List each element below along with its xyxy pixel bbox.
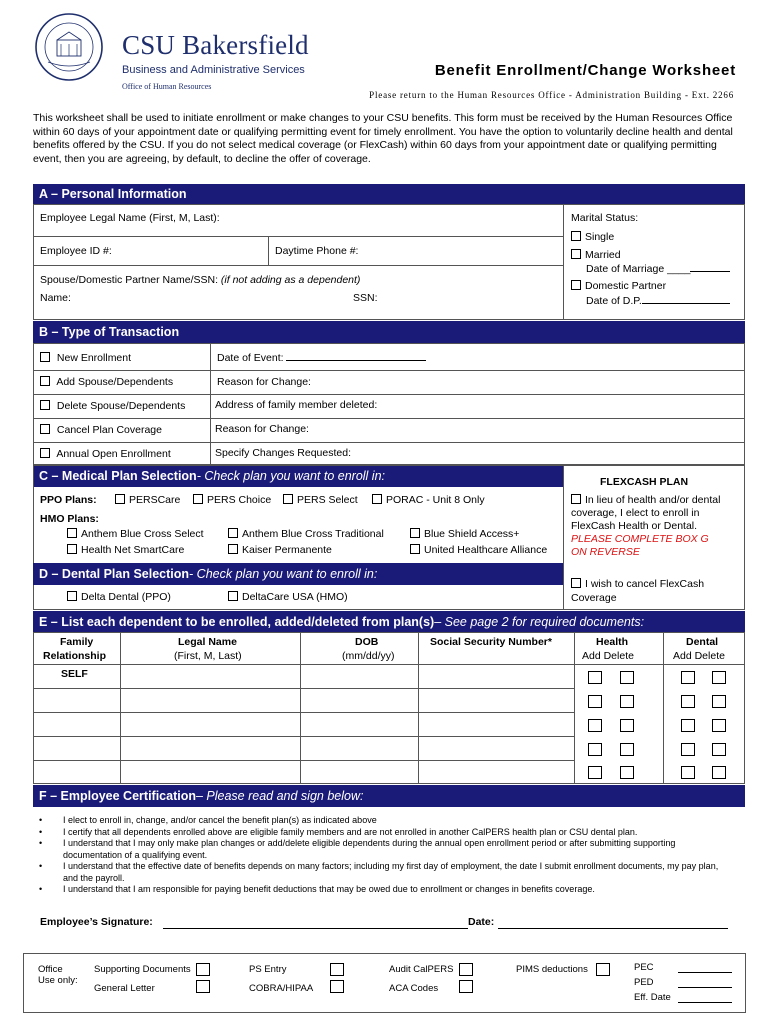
health-add-checkbox[interactable] — [588, 719, 602, 732]
cancel-coverage-option[interactable]: Cancel Plan Coverage — [40, 424, 162, 436]
dental-delta-ppo-option[interactable]: Delta Dental (PPO) — [67, 591, 171, 603]
hmo-kaiser-option[interactable]: Kaiser Permanente — [228, 544, 332, 556]
checkbox[interactable] — [40, 376, 50, 386]
col-ssn: Social Security Number* — [430, 636, 552, 648]
dental-delete-checkbox[interactable] — [712, 695, 726, 708]
university-seal-logo — [28, 12, 110, 82]
dental-delete-checkbox[interactable] — [712, 719, 726, 732]
col-legal-name: Legal Name — [178, 636, 237, 648]
col-legal-name-sub: (First, M, Last) — [174, 650, 242, 662]
hmo-blue-shield-option[interactable]: Blue Shield Access+ — [410, 528, 519, 540]
checkbox[interactable] — [67, 528, 77, 538]
flexcash-cancel-line2: Coverage — [571, 592, 617, 604]
org-name: CSU Bakersfield — [122, 30, 309, 60]
checkbox[interactable] — [115, 494, 125, 504]
office-use-label-line2: Use only: — [38, 975, 78, 986]
section-e-header: E – List each dependent to be enrolled, added/deleted from plan(s) – See page 2 for required documents: — [33, 611, 745, 632]
health-add-checkbox[interactable] — [588, 766, 602, 779]
spouse-name-field[interactable]: Name: — [40, 292, 71, 304]
org-office: Office of Human Resources — [122, 82, 212, 91]
aca-codes-checkbox[interactable] — [459, 980, 473, 993]
checkbox[interactable] — [372, 494, 382, 504]
spouse-ssn-field[interactable]: SSN: — [353, 292, 378, 304]
section-c-header: C – Medical Plan Selection - Check plan you want to enroll in: — [33, 465, 563, 487]
dental-add-checkbox[interactable] — [681, 766, 695, 779]
col-dental-add-delete: Add Delete — [673, 650, 725, 662]
hmo-united-healthcare-option[interactable]: United Healthcare Alliance — [410, 544, 547, 556]
aca-codes-label: ACA Codes — [389, 983, 439, 994]
dental-add-checkbox[interactable] — [681, 743, 695, 756]
general-letter-checkbox[interactable] — [196, 980, 210, 993]
flexcash-elect-line3: FlexCash Health or Dental. — [571, 520, 698, 532]
checkbox[interactable] — [67, 544, 77, 554]
checkbox[interactable] — [410, 528, 420, 538]
checkbox[interactable] — [228, 528, 238, 538]
checkbox[interactable] — [40, 448, 50, 458]
legal-name-field[interactable]: Employee Legal Name (First, M, Last): — [40, 212, 220, 224]
health-delete-checkbox[interactable] — [620, 695, 634, 708]
dental-delete-checkbox[interactable] — [712, 743, 726, 756]
checkbox[interactable] — [193, 494, 203, 504]
audit-calpers-label: Audit CalPERS — [389, 964, 454, 975]
flexcash-note-line2: ON REVERSE — [571, 546, 640, 558]
ppo-perscare-option[interactable]: PERSCare — [115, 494, 180, 506]
certification-list — [33, 815, 733, 896]
ps-entry-checkbox[interactable] — [330, 963, 344, 976]
col-health-add-delete: Add Delete — [582, 650, 634, 662]
dental-deltacare-option[interactable]: DeltaCare USA (HMO) — [228, 591, 348, 603]
intro-paragraph: This worksheet shall be used to initiate enrollment or make changes to your CSU benefits. This form must be received by the Human Resources Office within 60 days of your appointment date or qualifying permitting event for timely enrollment. You have the option to voluntarily decline health and dental benefits offered by the CSU. If you do not select medical coverage (or FlexCash) within 60 days from your appointment date or qualifying permitting event, then you are agreeing, by default, to decline the offer of coverage. — [33, 112, 733, 165]
dental-delete-checkbox[interactable] — [712, 766, 726, 779]
ppo-porac-option[interactable]: PORAC - Unit 8 Only — [372, 494, 485, 506]
section-f-header: F – Employee Certification – Please read and sign below: — [33, 785, 745, 807]
certification-item: • I understand that I may only make plan changes or add/delete eligible dependents during the annual open enrollment period or after submitting supporting documentation of a qualifying event. — [33, 838, 733, 861]
flexcash-elect-option[interactable]: In lieu of health and/or dental — [571, 494, 720, 506]
spouse-label: Spouse/Domestic Partner Name/SSN: (if not adding as a dependent) — [40, 274, 361, 286]
health-delete-checkbox[interactable] — [620, 766, 634, 779]
certification-item: • I understand that the effective date of benefits depends on many factors; including my first day of employment, the date I submit enrollment documents, my pay plan, and the payroll. — [33, 861, 733, 884]
checkbox[interactable] — [571, 249, 581, 259]
hmo-label: HMO Plans: — [40, 513, 99, 525]
eff-date-label: Eff. Date — [634, 992, 671, 1003]
date-of-event-field[interactable]: Date of Event: — [217, 352, 426, 364]
col-dob: DOB — [355, 636, 379, 648]
daytime-phone-field[interactable]: Daytime Phone #: — [275, 245, 359, 257]
annual-open-enrollment-option[interactable]: Annual Open Enrollment — [40, 448, 171, 460]
delete-spouse-option[interactable]: Delete Spouse/Dependents — [40, 400, 185, 412]
hmo-anthem-select-option[interactable]: Anthem Blue Cross Select — [67, 528, 204, 540]
signature-line[interactable] — [163, 928, 468, 929]
employee-id-field[interactable]: Employee ID #: — [40, 245, 112, 257]
audit-calpers-checkbox[interactable] — [459, 963, 473, 976]
specify-changes-field[interactable]: Specify Changes Requested: — [215, 447, 352, 459]
section-d-header: D – Dental Plan Selection - Check plan you want to enroll in: — [33, 563, 563, 585]
checkbox[interactable] — [228, 544, 238, 554]
document-title: Benefit Enrollment/Change Worksheet — [434, 62, 736, 79]
checkbox[interactable] — [571, 494, 581, 504]
health-add-checkbox[interactable] — [588, 743, 602, 756]
col-dob-sub: (mm/dd/yy) — [342, 650, 395, 662]
dental-add-checkbox[interactable] — [681, 671, 695, 684]
eff-date-line[interactable] — [678, 1002, 732, 1003]
self-row-label: SELF — [61, 668, 88, 680]
marital-status-label: Marital Status: — [571, 212, 639, 224]
checkbox[interactable] — [40, 352, 50, 362]
checkbox[interactable] — [571, 578, 581, 588]
cobra-hipaa-label: COBRA/HIPAA — [249, 983, 314, 994]
pims-deductions-label: PIMS deductions — [516, 964, 588, 975]
flexcash-title: FLEXCASH PLAN — [600, 476, 689, 488]
ppo-label: PPO Plans: — [40, 494, 97, 506]
pec-label: PEC — [634, 962, 654, 973]
flexcash-note: PLEASE COMPLETE BOX G — [571, 533, 709, 545]
certification-item: • I certify that all dependents enrolled above are eligible family members and are not enrolled in another CalPERS health plan or CSU dental plan. — [33, 827, 733, 839]
dental-add-checkbox[interactable] — [681, 719, 695, 732]
ped-label: PED — [634, 977, 654, 988]
reason-for-change-field-2[interactable]: Reason for Change: — [215, 423, 309, 435]
col-dental: Dental — [686, 636, 719, 648]
pims-deductions-checkbox[interactable] — [596, 963, 610, 976]
return-note: Please return to the Human Resources Office - Administration Building - Ext. 2266 — [369, 90, 734, 100]
supporting-docs-checkbox[interactable] — [196, 963, 210, 976]
col-family-relationship: Family — [60, 636, 94, 648]
marital-single-option[interactable]: Single — [571, 231, 614, 243]
supporting-docs-label: Supporting Documents — [94, 964, 191, 975]
date-label: Date: — [468, 916, 495, 928]
health-delete-checkbox[interactable] — [620, 719, 634, 732]
ps-entry-label: PS Entry — [249, 964, 287, 975]
checkbox[interactable] — [40, 424, 50, 434]
checkbox[interactable] — [67, 591, 77, 601]
date-of-marriage-field[interactable]: Date of Marriage ____ — [586, 263, 730, 275]
ppo-pers-choice-option[interactable]: PERS Choice — [193, 494, 271, 506]
general-letter-label: General Letter — [94, 983, 155, 994]
ppo-pers-select-option[interactable]: PERS Select — [283, 494, 358, 506]
checkbox[interactable] — [40, 400, 50, 410]
flexcash-cancel-option[interactable]: I wish to cancel FlexCash — [571, 578, 704, 590]
ped-line[interactable] — [678, 987, 732, 988]
cobra-hipaa-checkbox[interactable] — [330, 980, 344, 993]
date-of-dp-field[interactable]: Date of D.P. — [586, 295, 730, 307]
pec-line[interactable] — [678, 972, 732, 973]
signature-label: Employee’s Signature: — [40, 916, 153, 928]
add-spouse-option[interactable]: Add Spouse/Dependents — [40, 376, 173, 388]
hmo-health-net-option[interactable]: Health Net SmartCare — [67, 544, 184, 556]
health-delete-checkbox[interactable] — [620, 743, 634, 756]
marital-domestic-partner-option[interactable]: Domestic Partner — [571, 280, 666, 292]
certification-item: • I elect to enroll in, change, and/or cancel the benefit plan(s) as indicated above — [33, 815, 733, 827]
hmo-anthem-traditional-option[interactable]: Anthem Blue Cross Traditional — [228, 528, 384, 540]
section-a-header: A – Personal Information — [33, 184, 745, 204]
office-use-label: Office — [38, 964, 63, 975]
checkbox[interactable] — [571, 231, 581, 241]
health-delete-checkbox[interactable] — [620, 671, 634, 684]
org-subtitle: Business and Administrative Services — [122, 64, 305, 76]
checkbox[interactable] — [410, 544, 420, 554]
flexcash-elect-line2: coverage, I elect to enroll in — [571, 507, 700, 519]
reason-for-change-field[interactable]: Reason for Change: — [217, 376, 311, 388]
checkbox[interactable] — [228, 591, 238, 601]
address-deleted-field[interactable]: Address of family member deleted: — [215, 399, 378, 411]
marital-married-option[interactable]: Married — [571, 249, 621, 261]
dental-delete-checkbox[interactable] — [712, 671, 726, 684]
health-add-checkbox[interactable] — [588, 695, 602, 708]
checkbox[interactable] — [283, 494, 293, 504]
certification-item: • I understand that I am responsible for paying benefit deductions that may be owed due to enrollment or changes in benefits coverage. — [33, 884, 733, 896]
new-enrollment-option[interactable]: New Enrollment — [40, 352, 131, 364]
date-line[interactable] — [498, 928, 728, 929]
col-family-relationship-line2: Relationship — [43, 650, 107, 662]
section-b-header: B – Type of Transaction — [33, 321, 745, 343]
checkbox[interactable] — [571, 280, 581, 290]
dental-add-checkbox[interactable] — [681, 695, 695, 708]
health-add-checkbox[interactable] — [588, 671, 602, 684]
col-health: Health — [596, 636, 629, 648]
